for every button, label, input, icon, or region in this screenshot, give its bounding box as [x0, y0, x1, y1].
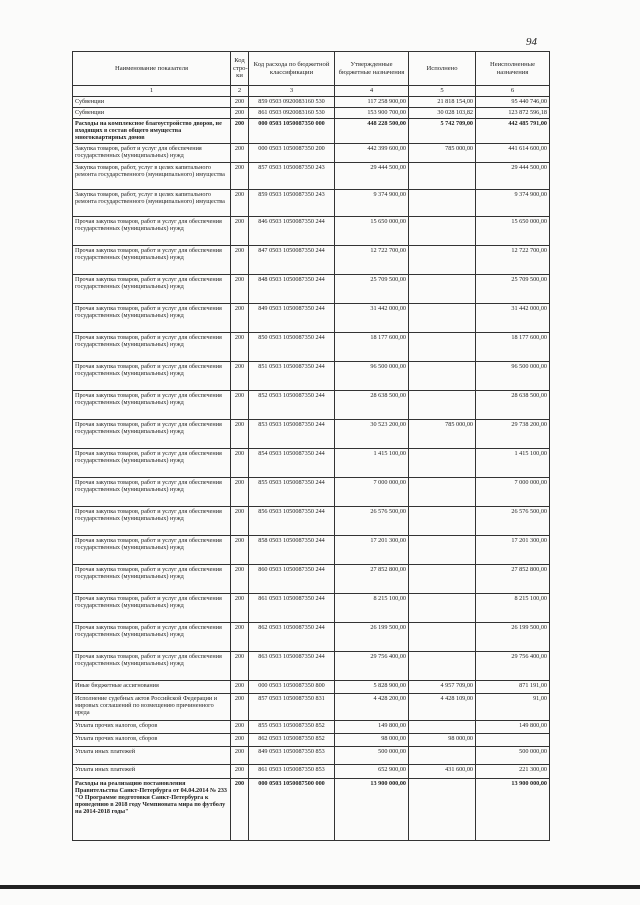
cell-approved: 28 638 500,00 [335, 390, 409, 419]
cell-kbk: 859 0503 0920083160 530 [249, 96, 335, 107]
cell-code: 200 [231, 564, 249, 593]
table-row [73, 680, 550, 693]
cell-unexecuted: 441 614 600,00 [476, 143, 550, 162]
cell-name: Иные бюджетные ассигнования [73, 680, 231, 693]
cell-approved: 13 900 000,00 [335, 778, 409, 840]
cell-code: 200 [231, 274, 249, 303]
cell-executed: 785 000,00 [409, 143, 476, 162]
cell-unexecuted: 1 415 100,00 [476, 448, 550, 477]
column-number: 6 [476, 86, 550, 97]
cell-approved: 9 374 900,00 [335, 189, 409, 216]
column-number: 3 [249, 86, 335, 97]
cell-kbk: 861 0503 1050087350 853 [249, 764, 335, 778]
table-row [73, 143, 550, 162]
cell-unexecuted: 29 738 200,00 [476, 419, 550, 448]
cell-executed [409, 189, 476, 216]
cell-executed: 4 428 109,00 [409, 693, 476, 720]
table-row [73, 477, 550, 506]
cell-approved: 4 428 200,00 [335, 693, 409, 720]
cell-unexecuted [476, 733, 550, 746]
cell-code: 200 [231, 419, 249, 448]
cell-name: Субвенции [73, 96, 231, 107]
cell-name: Уплата иных платежей [73, 746, 231, 764]
cell-kbk: 855 0503 1050087350 244 [249, 477, 335, 506]
bottom-scan-edge [0, 885, 640, 889]
expenditure-table [72, 51, 550, 841]
cell-unexecuted: 123 872 596,18 [476, 107, 550, 118]
cell-kbk: 849 0503 1050087350 244 [249, 303, 335, 332]
cell-unexecuted: 871 191,00 [476, 680, 550, 693]
cell-kbk: 859 0503 1050087350 243 [249, 189, 335, 216]
table-row [73, 216, 550, 245]
cell-code: 200 [231, 118, 249, 143]
cell-kbk: 861 0503 0920083160 530 [249, 107, 335, 118]
cell-executed: 21 818 154,00 [409, 96, 476, 107]
cell-name: Прочая закупка товаров, работ и услуг для обеспечения государственных (муниципальных) нужд [73, 332, 231, 361]
cell-code: 200 [231, 143, 249, 162]
cell-name: Прочая закупка товаров, работ и услуг для обеспечения государственных (муниципальных) нужд [73, 622, 231, 651]
cell-executed: 431 600,00 [409, 764, 476, 778]
cell-approved: 8 215 100,00 [335, 593, 409, 622]
page-number: 94 [526, 36, 537, 48]
cell-kbk: 856 0503 1050087350 244 [249, 506, 335, 535]
cell-code: 200 [231, 720, 249, 733]
table-row [73, 390, 550, 419]
cell-unexecuted: 17 201 300,00 [476, 535, 550, 564]
table-row [73, 564, 550, 593]
header-code: Код стро-ки [231, 52, 249, 86]
cell-code: 200 [231, 96, 249, 107]
cell-kbk: 852 0503 1050087350 244 [249, 390, 335, 419]
cell-executed: 4 957 709,00 [409, 680, 476, 693]
cell-executed [409, 746, 476, 764]
cell-name: Закупка товаров, работ и услуг для обеспечения государственных (муниципальных) нужд [73, 143, 231, 162]
cell-approved: 442 399 600,00 [335, 143, 409, 162]
cell-name: Закупка товаров, работ, услуг в целях капитального ремонта государственного (муниципального) имущества [73, 189, 231, 216]
table-row [73, 107, 550, 118]
cell-code: 200 [231, 680, 249, 693]
cell-executed [409, 564, 476, 593]
cell-executed [409, 303, 476, 332]
cell-approved: 98 000,00 [335, 733, 409, 746]
cell-code: 200 [231, 390, 249, 419]
cell-unexecuted: 96 500 000,00 [476, 361, 550, 390]
cell-approved: 26 199 500,00 [335, 622, 409, 651]
cell-code: 200 [231, 477, 249, 506]
cell-kbk: 848 0503 1050087350 244 [249, 274, 335, 303]
cell-code: 200 [231, 764, 249, 778]
cell-name: Прочая закупка товаров, работ и услуг для обеспечения государственных (муниципальных) нужд [73, 216, 231, 245]
cell-code: 200 [231, 189, 249, 216]
cell-code: 200 [231, 778, 249, 840]
header-approved: Утвержденные бюджетные назначения [335, 52, 409, 86]
table-row [73, 96, 550, 107]
cell-kbk: 857 0503 1050087350 243 [249, 162, 335, 189]
cell-unexecuted: 28 638 500,00 [476, 390, 550, 419]
cell-kbk: 849 0503 1050087350 853 [249, 746, 335, 764]
table-row [73, 778, 550, 840]
cell-kbk: 855 0503 1050087350 852 [249, 720, 335, 733]
cell-approved: 149 800,00 [335, 720, 409, 733]
cell-executed [409, 778, 476, 840]
table-row [73, 274, 550, 303]
table-row [73, 622, 550, 651]
cell-name: Уплата иных платежей [73, 764, 231, 778]
cell-name: Расходы на комплексное благоустройство дворов, не входящих в состав общего имущества многоквартирных домов [73, 118, 231, 143]
cell-approved: 96 500 000,00 [335, 361, 409, 390]
cell-kbk: 854 0503 1050087350 244 [249, 448, 335, 477]
column-number: 2 [231, 86, 249, 97]
cell-executed [409, 535, 476, 564]
cell-name: Исполнение судебных актов Российской Федерации и мировых соглашений по возмещению причиненного вреда [73, 693, 231, 720]
table-row [73, 720, 550, 733]
column-number: 4 [335, 86, 409, 97]
cell-approved: 17 201 300,00 [335, 535, 409, 564]
cell-unexecuted: 9 374 900,00 [476, 189, 550, 216]
cell-unexecuted: 29 756 400,00 [476, 651, 550, 680]
table-row [73, 361, 550, 390]
cell-kbk: 862 0503 1050087350 244 [249, 622, 335, 651]
cell-name: Прочая закупка товаров, работ и услуг для обеспечения государственных (муниципальных) нужд [73, 245, 231, 274]
cell-code: 200 [231, 651, 249, 680]
table-row [73, 189, 550, 216]
column-number: 5 [409, 86, 476, 97]
cell-code: 200 [231, 593, 249, 622]
cell-kbk: 853 0503 1050087350 244 [249, 419, 335, 448]
cell-unexecuted: 31 442 000,00 [476, 303, 550, 332]
cell-unexecuted: 149 800,00 [476, 720, 550, 733]
cell-name: Прочая закупка товаров, работ и услуг для обеспечения государственных (муниципальных) нужд [73, 477, 231, 506]
cell-unexecuted: 25 709 500,00 [476, 274, 550, 303]
cell-approved: 153 900 700,00 [335, 107, 409, 118]
cell-code: 200 [231, 746, 249, 764]
cell-executed [409, 593, 476, 622]
cell-name: Прочая закупка товаров, работ и услуг для обеспечения государственных (муниципальных) нужд [73, 274, 231, 303]
cell-code: 200 [231, 693, 249, 720]
cell-approved: 12 722 700,00 [335, 245, 409, 274]
cell-unexecuted: 8 215 100,00 [476, 593, 550, 622]
cell-executed: 785 000,00 [409, 419, 476, 448]
cell-executed [409, 477, 476, 506]
table-row [73, 303, 550, 332]
header-kbk: Код расхода по бюджетной классификации [249, 52, 335, 86]
cell-code: 200 [231, 162, 249, 189]
cell-executed [409, 622, 476, 651]
table-row [73, 593, 550, 622]
cell-executed [409, 216, 476, 245]
column-number: 1 [73, 86, 231, 97]
cell-unexecuted: 221 300,00 [476, 764, 550, 778]
cell-code: 200 [231, 332, 249, 361]
cell-approved: 500 000,00 [335, 746, 409, 764]
cell-name: Уплата прочих налогов, сборов [73, 720, 231, 733]
table-row [73, 118, 550, 143]
cell-kbk: 862 0503 1050087350 852 [249, 733, 335, 746]
cell-executed [409, 245, 476, 274]
table-row [73, 332, 550, 361]
table-row [73, 419, 550, 448]
cell-executed [409, 720, 476, 733]
cell-code: 200 [231, 622, 249, 651]
cell-executed [409, 651, 476, 680]
cell-code: 200 [231, 216, 249, 245]
cell-name: Закупка товаров, работ, услуг в целях капитального ремонта государственного (муниципального) имущества [73, 162, 231, 189]
cell-unexecuted: 26 576 500,00 [476, 506, 550, 535]
cell-approved: 18 177 600,00 [335, 332, 409, 361]
cell-kbk: 846 0503 1050087350 244 [249, 216, 335, 245]
cell-kbk: 851 0503 1050087350 244 [249, 361, 335, 390]
cell-code: 200 [231, 506, 249, 535]
cell-code: 200 [231, 245, 249, 274]
table-row [73, 764, 550, 778]
header-name: Наименование показателя [73, 52, 231, 86]
cell-unexecuted: 27 852 800,00 [476, 564, 550, 593]
cell-unexecuted: 91,00 [476, 693, 550, 720]
cell-name: Прочая закупка товаров, работ и услуг для обеспечения государственных (муниципальных) нужд [73, 593, 231, 622]
cell-name: Уплата прочих налогов, сборов [73, 733, 231, 746]
header-executed: Исполнено [409, 52, 476, 86]
cell-code: 200 [231, 448, 249, 477]
cell-kbk: 861 0503 1050087350 244 [249, 593, 335, 622]
table-row [73, 535, 550, 564]
cell-approved: 27 852 800,00 [335, 564, 409, 593]
table-row [73, 693, 550, 720]
cell-code: 200 [231, 733, 249, 746]
table-row [73, 746, 550, 764]
cell-unexecuted: 95 440 746,00 [476, 96, 550, 107]
cell-kbk: 850 0503 1050087350 244 [249, 332, 335, 361]
cell-approved: 26 576 500,00 [335, 506, 409, 535]
cell-approved: 29 444 500,00 [335, 162, 409, 189]
cell-name: Прочая закупка товаров, работ и услуг для обеспечения государственных (муниципальных) нужд [73, 448, 231, 477]
cell-approved: 29 756 400,00 [335, 651, 409, 680]
cell-approved: 652 900,00 [335, 764, 409, 778]
table-row [73, 162, 550, 189]
cell-executed [409, 332, 476, 361]
cell-kbk: 863 0503 1050087350 244 [249, 651, 335, 680]
cell-kbk: 000 0503 1050087350 000 [249, 118, 335, 143]
cell-unexecuted: 500 000,00 [476, 746, 550, 764]
cell-unexecuted: 26 199 500,00 [476, 622, 550, 651]
cell-executed [409, 390, 476, 419]
cell-approved: 117 258 900,00 [335, 96, 409, 107]
cell-name: Прочая закупка товаров, работ и услуг для обеспечения государственных (муниципальных) нужд [73, 419, 231, 448]
table-row [73, 506, 550, 535]
cell-executed [409, 162, 476, 189]
cell-approved: 15 650 000,00 [335, 216, 409, 245]
cell-name: Прочая закупка товаров, работ и услуг для обеспечения государственных (муниципальных) нужд [73, 390, 231, 419]
cell-executed [409, 506, 476, 535]
cell-executed: 5 742 709,00 [409, 118, 476, 143]
cell-executed: 30 028 103,82 [409, 107, 476, 118]
table-row [73, 245, 550, 274]
cell-kbk: 000 0503 1050087350 800 [249, 680, 335, 693]
table-body [73, 96, 550, 840]
cell-approved: 25 709 500,00 [335, 274, 409, 303]
table-row [73, 733, 550, 746]
cell-approved: 448 228 500,00 [335, 118, 409, 143]
header-unexecuted: Неисполненные назначения [476, 52, 550, 86]
cell-unexecuted: 18 177 600,00 [476, 332, 550, 361]
table-row [73, 651, 550, 680]
cell-unexecuted: 442 485 791,00 [476, 118, 550, 143]
cell-unexecuted: 29 444 500,00 [476, 162, 550, 189]
cell-unexecuted: 12 722 700,00 [476, 245, 550, 274]
table-row [73, 448, 550, 477]
cell-approved: 31 442 000,00 [335, 303, 409, 332]
cell-kbk: 857 0503 1050087350 831 [249, 693, 335, 720]
cell-name: Прочая закупка товаров, работ и услуг для обеспечения государственных (муниципальных) нужд [73, 564, 231, 593]
cell-name: Прочая закупка товаров, работ и услуг для обеспечения государственных (муниципальных) нужд [73, 506, 231, 535]
cell-executed [409, 274, 476, 303]
cell-kbk: 000 0503 1050087350 200 [249, 143, 335, 162]
cell-approved: 1 415 100,00 [335, 448, 409, 477]
cell-kbk: 860 0503 1050087350 244 [249, 564, 335, 593]
cell-kbk: 847 0503 1050087350 244 [249, 245, 335, 274]
cell-approved: 30 523 200,00 [335, 419, 409, 448]
cell-name: Прочая закупка товаров, работ и услуг для обеспечения государственных (муниципальных) нужд [73, 535, 231, 564]
cell-kbk: 858 0503 1050087350 244 [249, 535, 335, 564]
cell-approved: 7 000 000,00 [335, 477, 409, 506]
cell-name: Прочая закупка товаров, работ и услуг для обеспечения государственных (муниципальных) нужд [73, 361, 231, 390]
cell-name: Прочая закупка товаров, работ и услуг для обеспечения государственных (муниципальных) нужд [73, 303, 231, 332]
cell-code: 200 [231, 361, 249, 390]
cell-code: 200 [231, 107, 249, 118]
cell-executed [409, 361, 476, 390]
cell-name: Прочая закупка товаров, работ и услуг для обеспечения государственных (муниципальных) нужд [73, 651, 231, 680]
cell-approved: 5 828 900,00 [335, 680, 409, 693]
cell-name: Субвенции [73, 107, 231, 118]
cell-name: Расходы на реализацию постановления Правительства Санкт-Петербурга от 04.04.2014 № 233 "О Программе подготовки Санкт-Петербурга к проведению в 2018 году Чемпионата мира по футболу на 2014-2018 годы" [73, 778, 231, 840]
cell-unexecuted: 15 650 000,00 [476, 216, 550, 245]
cell-executed [409, 448, 476, 477]
cell-unexecuted: 7 000 000,00 [476, 477, 550, 506]
cell-code: 200 [231, 303, 249, 332]
cell-unexecuted: 13 900 000,00 [476, 778, 550, 840]
cell-code: 200 [231, 535, 249, 564]
cell-kbk: 000 0503 1050087500 000 [249, 778, 335, 840]
cell-executed: 98 000,00 [409, 733, 476, 746]
